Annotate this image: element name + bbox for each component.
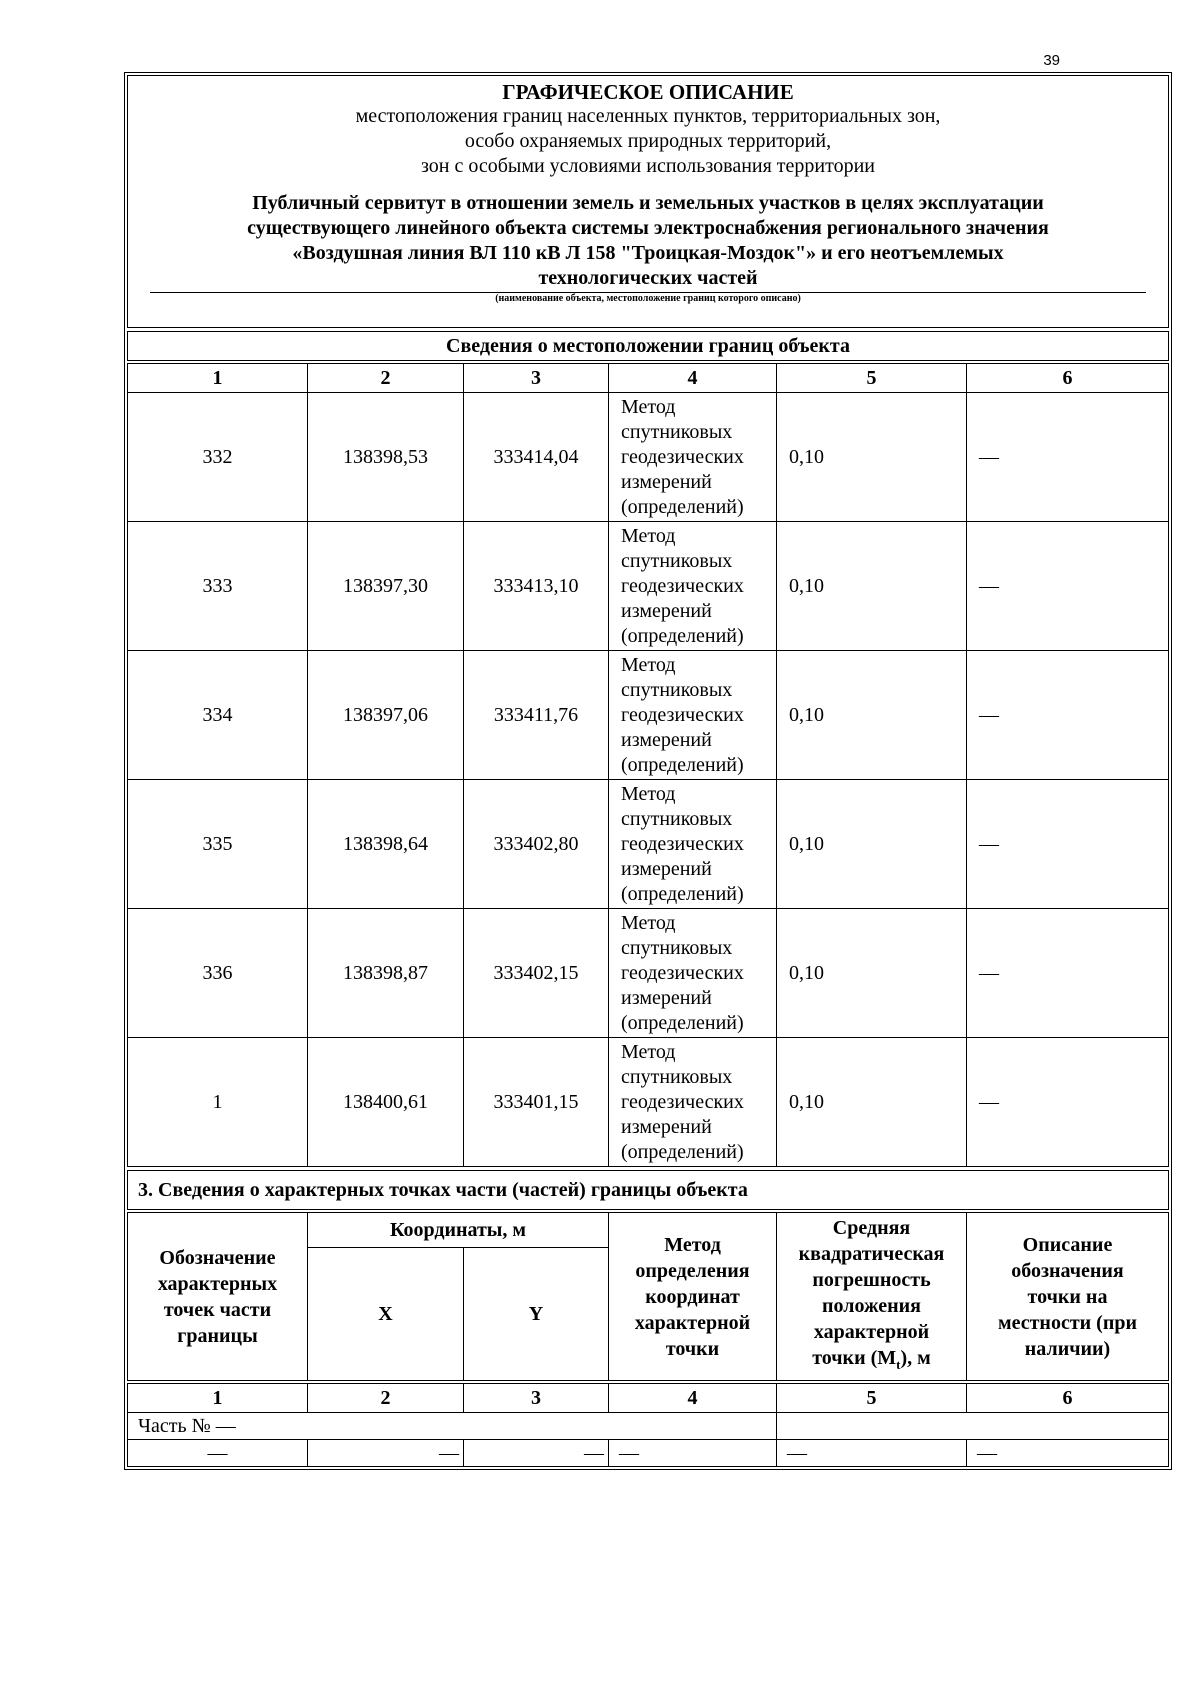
column-number: 4 xyxy=(609,364,777,393)
column-number: 3 xyxy=(464,364,609,393)
coord-x: 138398,64 xyxy=(308,780,464,909)
method-line: спутниковых xyxy=(621,420,733,443)
header-coordinates: Координаты, м xyxy=(308,1213,609,1248)
coord-x: 138397,30 xyxy=(308,522,464,651)
header-point-designation: Обозначение характерных точек части границы xyxy=(128,1213,308,1381)
point-id: 332 xyxy=(128,393,308,522)
subtitle-line: зон с особыми условиями использования территории xyxy=(420,155,876,177)
point-id: 1 xyxy=(128,1038,308,1167)
object-name-line: Публичный сервитут в отношении земель и земельных участков в целях эксплуатации xyxy=(252,192,1044,214)
method-line: спутниковых xyxy=(621,549,733,572)
method-line: измерений xyxy=(621,599,712,622)
method-cell xyxy=(609,522,777,651)
table-row xyxy=(128,1038,1169,1167)
table-row xyxy=(128,1440,1169,1467)
object-name-line: «Воздушная линия ВЛ 110 кВ Л 158 "Троицкая-Моздок"» и его неотъемлемых xyxy=(292,242,1004,264)
document-title: ГРАФИЧЕСКОЕ ОПИСАНИЕ xyxy=(502,80,794,104)
point-id: 333 xyxy=(128,522,308,651)
method-cell xyxy=(609,651,777,780)
method-line: измерений xyxy=(621,728,712,751)
method-line: измерений xyxy=(621,1115,712,1138)
dash-cell: — xyxy=(308,1440,464,1467)
method-line: Метод xyxy=(621,653,676,676)
accuracy: 0,10 xyxy=(777,1038,967,1167)
header-method: Метод определения координат характерной точки xyxy=(609,1213,777,1381)
part-points-table xyxy=(127,1212,1169,1381)
object-name-line: существующего линейного объекта системы электроснабжения регионального значения xyxy=(247,217,1049,239)
part-label-empty xyxy=(777,1413,1169,1440)
section-location-title: Сведения о местоположении границ объекта xyxy=(446,335,850,357)
method-line: спутниковых xyxy=(621,678,733,701)
coord-x: 138398,87 xyxy=(308,909,464,1038)
method-line: (определений) xyxy=(621,495,744,518)
point-description: — xyxy=(967,522,1169,651)
method-line: спутниковых xyxy=(621,936,733,959)
method-line: геодезических xyxy=(621,961,744,984)
subtitle-line: особо охраняемых природных территорий, xyxy=(464,130,832,152)
object-caption: (наименование объекта, местоположение границ которого описано) xyxy=(495,293,801,304)
coord-y: 333411,76 xyxy=(464,651,609,780)
method-line: (определений) xyxy=(621,882,744,905)
method-line: Метод xyxy=(621,524,676,547)
accuracy: 0,10 xyxy=(777,393,967,522)
method-line: Метод xyxy=(621,395,676,418)
column-number: 5 xyxy=(777,364,967,393)
method-line: спутниковых xyxy=(621,807,733,830)
accuracy: 0,10 xyxy=(777,522,967,651)
column-number-row xyxy=(128,364,1169,393)
header-description: Описание обозначения точки на местности (при наличии) xyxy=(967,1213,1169,1381)
accuracy: 0,10 xyxy=(777,780,967,909)
method-cell xyxy=(609,780,777,909)
coord-y: 333414,04 xyxy=(464,393,609,522)
point-description: — xyxy=(967,780,1169,909)
accuracy: 0,10 xyxy=(777,909,967,1038)
table-row xyxy=(128,393,1169,522)
column-number: 6 xyxy=(967,1384,1169,1413)
coord-y: 333402,80 xyxy=(464,780,609,909)
column-number: 1 xyxy=(128,364,308,393)
object-name xyxy=(134,191,1162,291)
location-table xyxy=(127,363,1169,1167)
column-number: 2 xyxy=(308,364,464,393)
coord-x: 138400,61 xyxy=(308,1038,464,1167)
method-line: Метод xyxy=(621,1040,676,1063)
method-line: геодезических xyxy=(621,574,744,597)
table-row xyxy=(128,780,1169,909)
method-line: геодезических xyxy=(621,1090,744,1113)
dash-cell: — xyxy=(609,1440,777,1467)
column-number: 6 xyxy=(967,364,1169,393)
document-header xyxy=(127,75,1169,328)
method-line: (определений) xyxy=(621,624,744,647)
method-line: геодезических xyxy=(621,703,744,726)
table-row xyxy=(128,651,1169,780)
column-number-row xyxy=(128,1384,1169,1413)
object-name-line: технологических частей xyxy=(538,267,758,289)
point-id: 336 xyxy=(128,909,308,1038)
accuracy: 0,10 xyxy=(777,651,967,780)
point-description: — xyxy=(967,393,1169,522)
document-frame xyxy=(124,72,1172,1470)
dash-cell: — xyxy=(464,1440,609,1467)
subtitle-line: местоположения границ населенных пунктов, территориальных зон, xyxy=(355,105,941,127)
method-line: Метод xyxy=(621,782,676,805)
table-header-row xyxy=(128,1213,1169,1248)
point-description: — xyxy=(967,909,1169,1038)
part-label: Часть № — xyxy=(128,1413,777,1440)
table-row xyxy=(128,909,1169,1038)
column-number: 4 xyxy=(609,1384,777,1413)
section-location-title-box xyxy=(127,331,1169,361)
part-label-row xyxy=(128,1413,1169,1440)
point-description: — xyxy=(967,1038,1169,1167)
method-line: геодезических xyxy=(621,832,744,855)
header-x: X xyxy=(308,1247,464,1380)
coord-y: 333413,10 xyxy=(464,522,609,651)
page-number: 39 xyxy=(1043,52,1060,69)
coord-y: 333402,15 xyxy=(464,909,609,1038)
dash-cell: — xyxy=(967,1440,1169,1467)
point-description: — xyxy=(967,651,1169,780)
method-cell xyxy=(609,909,777,1038)
coord-x: 138397,06 xyxy=(308,651,464,780)
column-number: 1 xyxy=(128,1384,308,1413)
method-line: (определений) xyxy=(621,753,744,776)
point-id: 334 xyxy=(128,651,308,780)
section3-title: 3. Сведения о характерных точках части (частей) границы объекта xyxy=(138,1179,748,1201)
method-line: геодезических xyxy=(621,445,744,468)
point-id: 335 xyxy=(128,780,308,909)
dash-cell: — xyxy=(128,1440,308,1467)
header-y: Y xyxy=(464,1247,609,1380)
method-line: Метод xyxy=(621,911,676,934)
method-cell xyxy=(609,1038,777,1167)
method-line: измерений xyxy=(621,857,712,880)
method-line: измерений xyxy=(621,986,712,1009)
column-number: 3 xyxy=(464,1384,609,1413)
column-number: 2 xyxy=(308,1384,464,1413)
method-line: (определений) xyxy=(621,1011,744,1034)
coord-x: 138398,53 xyxy=(308,393,464,522)
header-accuracy: Средняя квадратическая погрешность положения характерной точки $(M_t)$, м xyxy=(777,1213,967,1381)
column-number: 5 xyxy=(777,1384,967,1413)
method-line: спутниковых xyxy=(621,1065,733,1088)
method-line: измерений xyxy=(621,470,712,493)
table-row xyxy=(128,522,1169,651)
dash-cell: — xyxy=(777,1440,967,1467)
method-line: (определений) xyxy=(621,1140,744,1163)
part-points-body xyxy=(127,1383,1169,1467)
coord-y: 333401,15 xyxy=(464,1038,609,1167)
method-cell xyxy=(609,393,777,522)
section3-title-box xyxy=(127,1170,1169,1210)
